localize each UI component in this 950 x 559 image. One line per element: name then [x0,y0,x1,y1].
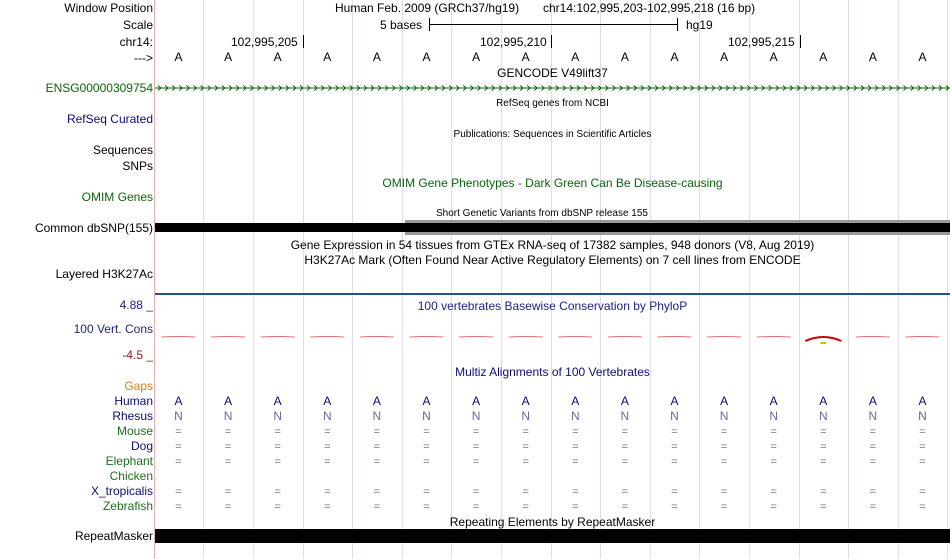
gene-id-label[interactable]: ENSG00000309754 [45,81,153,95]
phylop-bar [558,337,592,338]
reference-base: A [372,50,381,64]
refseq-label[interactable]: RefSeq Curated [66,112,153,126]
aligned-match-base: = [224,456,232,468]
dbsnp-title: Short Genetic Variants from dbSNP release 155 [436,208,648,219]
aligned-match-base: = [572,426,579,438]
human-base: A [670,394,679,408]
phylop-bar [310,337,344,338]
human-base: A [720,394,729,408]
coord-label: 102,995,210 [480,35,547,49]
rhesus-base: N [719,409,729,423]
species-xtropicalis-label[interactable]: X_tropicalis [90,484,153,498]
aligned-match-base: = [522,456,529,468]
phylop-title: 100 vertebrates Basewise Conservation by PhyloP [417,299,688,313]
reference-base: A [819,50,828,64]
aligned-match-base: = [671,426,678,438]
species-chicken-label[interactable]: Chicken [109,469,153,483]
repeatmasker-label[interactable]: RepeatMasker [74,529,153,543]
human-base: A [819,394,828,408]
aligned-match-base: = [720,501,728,513]
aligned-match-base: = [324,456,331,468]
aligned-match-base: = [869,456,877,468]
aligned-match-base: = [869,501,877,513]
aligned-match-base: = [770,456,777,468]
aligned-match-base: = [671,501,678,513]
aligned-match-base: = [224,486,232,498]
aligned-match-base: = [820,501,827,513]
multiz-title: Multiz Alignments of 100 Vertebrates [455,365,650,379]
aligned-match-base: = [472,441,480,453]
repeatmasker-title: Repeating Elements by RepeatMasker [449,515,656,529]
reference-base: A [769,50,778,64]
phylop-bar [856,337,890,338]
aligned-match-base: = [373,426,381,438]
phylop-bar [707,337,741,338]
aligned-match-base: = [621,486,629,498]
aligned-match-base: = [324,426,331,438]
human-base: A [472,394,481,408]
species-rhesus-label[interactable]: Rhesus [112,409,153,423]
rhesus-base: N [223,409,233,423]
phylop-bar [410,337,444,338]
species-elephant-label[interactable]: Elephant [105,454,153,468]
species-mouse-label[interactable]: Mouse [116,424,153,438]
aligned-match-base: = [324,501,331,513]
aligned-match-base: = [373,486,381,498]
h3k27ac-title: H3K27Ac Mark (Often Found Near Active Regulatory Elements) on 7 cell lines from ENCODE [304,253,801,267]
omim-label[interactable]: OMIM Genes [81,190,153,204]
phylop-bar [805,337,841,341]
aligned-match-base: = [770,486,777,498]
label-strand: ---> [134,51,153,65]
reference-base: A [670,50,679,64]
aligned-match-base: = [224,441,232,453]
aligned-match-base: = [224,426,232,438]
aligned-match-base: = [869,441,877,453]
aligned-match-base: = [919,456,926,468]
aligned-match-base: = [770,426,777,438]
coord-label: 102,995,205 [231,35,298,49]
aligned-match-base: = [621,456,629,468]
human-base: A [571,394,580,408]
scale-bar [429,24,677,25]
aligned-match-base: = [472,426,480,438]
aligned-match-base: = [869,486,877,498]
aligned-match-base: = [423,426,430,438]
rhesus-base: N [471,409,481,423]
refseq-title: RefSeq genes from NCBI [496,98,609,109]
aligned-match-base: = [572,486,579,498]
h3k27ac-signal-line [155,293,950,295]
rhesus-base: N [918,409,927,423]
rhesus-base: N [670,409,679,423]
phylop-bar [211,337,245,338]
reference-base: A [174,50,183,64]
reference-base: A [472,50,481,64]
aligned-match-base: = [274,486,281,498]
phylop-signal [155,328,950,348]
scale-text: 5 bases [380,18,423,32]
aligned-match-base: = [175,501,182,513]
aligned-match-base: = [820,441,827,453]
label-window-position: Window Position [64,1,153,15]
aligned-match-base: = [621,441,629,453]
human-base: A [521,394,530,408]
aligned-match-base: = [522,441,529,453]
reference-base: A [323,50,332,64]
phylop-bar [459,337,493,338]
gencode-title: GENCODE V49lift37 [497,66,608,80]
phylop-bar [162,337,196,338]
gencode-gene-feature[interactable] [155,81,950,95]
gtex-title: Gene Expression in 54 tissues from GTEx RNA-seq of 17382 samples, 948 donors (V8, Aug 2019) [290,238,815,252]
aligned-match-base: = [423,501,430,513]
rhesus-base: N [322,409,332,423]
human-base: A [224,394,233,408]
aligned-match-base: = [324,486,331,498]
aligned-match-base: = [671,456,678,468]
aligned-match-base: = [472,486,480,498]
omim-title: OMIM Gene Phenotypes - Dark Green Can Be Disease-causing [382,176,723,190]
coord-tick [303,35,304,48]
rhesus-base: N [174,409,183,423]
aligned-match-base: = [175,441,182,453]
aligned-match-base: = [919,441,926,453]
aligned-match-base: = [572,441,579,453]
aligned-match-base: = [472,501,480,513]
rhesus-base: N [570,409,580,423]
phylop-max-label: 4.88 _ [119,298,153,312]
phylop-bar [261,337,295,338]
rhesus-base: N [521,409,531,423]
repeatmasker-feature[interactable] [155,529,950,543]
reference-base: A [720,50,729,64]
reference-base: A [620,50,629,64]
sequences-label[interactable]: Sequences [92,143,153,157]
phylop-bar [608,337,642,338]
reference-base: A [918,50,927,64]
aligned-match-base: = [820,426,827,438]
aligned-match-base: = [522,486,529,498]
aligned-match-base: = [820,486,827,498]
phylop-bar [509,337,543,338]
human-base: A [422,394,431,408]
species-human-label[interactable]: Human [114,394,153,408]
aligned-match-base: = [671,441,678,453]
phylop-bar [658,337,692,338]
rhesus-base: N [769,409,779,423]
aligned-match-base: = [770,501,777,513]
phylop-peak-marker [820,342,826,344]
label-chrom: chr14: [119,35,153,49]
aligned-match-base: = [919,486,926,498]
publications-title: Publications: Sequences in Scientific Articles [453,129,652,140]
human-base: A [273,394,282,408]
scale-tick-right [677,18,678,31]
aligned-match-base: = [671,486,678,498]
reference-base: A [868,50,877,64]
coord-tick [551,35,552,48]
human-base: A [372,394,381,408]
aligned-match-base: = [522,426,529,438]
human-base: A [918,394,927,408]
aligned-match-base: = [274,501,281,513]
label-scale: Scale [122,18,153,32]
species-dog-label[interactable]: Dog [130,439,153,453]
aligned-match-base: = [472,456,480,468]
phylop-min-label: -4.5 _ [122,348,153,362]
phylop-bar [757,337,791,338]
reference-base: A [224,50,233,64]
aligned-match-base: = [423,456,430,468]
dbsnp-common-feature[interactable] [155,223,950,232]
aligned-match-base: = [423,486,430,498]
human-base: A [868,394,877,408]
aligned-match-base: = [423,441,430,453]
rhesus-base: N [422,409,431,423]
coord-label: 102,995,215 [728,35,795,49]
aligned-match-base: = [522,501,529,513]
snps-label[interactable]: SNPs [122,159,153,173]
rhesus-base: N [273,409,283,423]
aligned-match-base: = [373,501,381,513]
aligned-match-base: = [175,426,182,438]
reference-base: A [571,50,580,64]
human-base: A [769,394,778,408]
human-base: A [620,394,629,408]
aligned-match-base: = [770,441,777,453]
assembly-text: Human Feb. 2009 (GRCh37/hg19) [335,1,520,15]
aligned-match-base: = [919,501,926,513]
aligned-match-base: = [919,426,926,438]
aligned-match-base: = [175,486,182,498]
db-text: hg19 [686,18,713,32]
phylop-bar [360,337,394,338]
aligned-match-base: = [274,426,281,438]
aligned-match-base: = [621,501,629,513]
reference-base: A [422,50,431,64]
aligned-match-base: = [820,456,827,468]
aligned-match-base: = [373,456,381,468]
aligned-match-base: = [720,486,728,498]
aligned-match-base: = [720,456,728,468]
aligned-match-base: = [572,456,579,468]
aligned-match-base: = [572,501,579,513]
aligned-match-base: = [720,441,728,453]
rhesus-base: N [818,409,828,423]
coord-tick [800,35,801,48]
aligned-match-base: = [224,501,232,513]
position-text: chr14:102,995,203-102,995,218 (16 bp) [543,1,756,15]
phylop-bar [906,337,940,338]
aligned-match-base: = [175,456,182,468]
reference-base: A [273,50,282,64]
aligned-match-base: = [373,441,381,453]
aligned-match-base: = [869,426,877,438]
species-zebrafish-label[interactable]: Zebrafish [102,499,153,513]
gaps-label[interactable]: Gaps [124,379,153,393]
aligned-match-base: = [621,426,629,438]
aligned-match-base: = [324,441,331,453]
human-base: A [174,394,183,408]
human-base: A [323,394,332,408]
rhesus-base: N [868,409,878,423]
rhesus-base: N [372,409,382,423]
dbsnp-label[interactable]: Common dbSNP(155) [34,221,153,235]
aligned-match-base: = [720,426,728,438]
rhesus-base: N [620,409,630,423]
aligned-match-base: = [274,441,281,453]
aligned-match-base: = [274,456,281,468]
phylop-label[interactable]: 100 Vert. Cons [73,322,153,336]
reference-base: A [521,50,530,64]
h3k27ac-label[interactable]: Layered H3K27Ac [55,267,153,281]
